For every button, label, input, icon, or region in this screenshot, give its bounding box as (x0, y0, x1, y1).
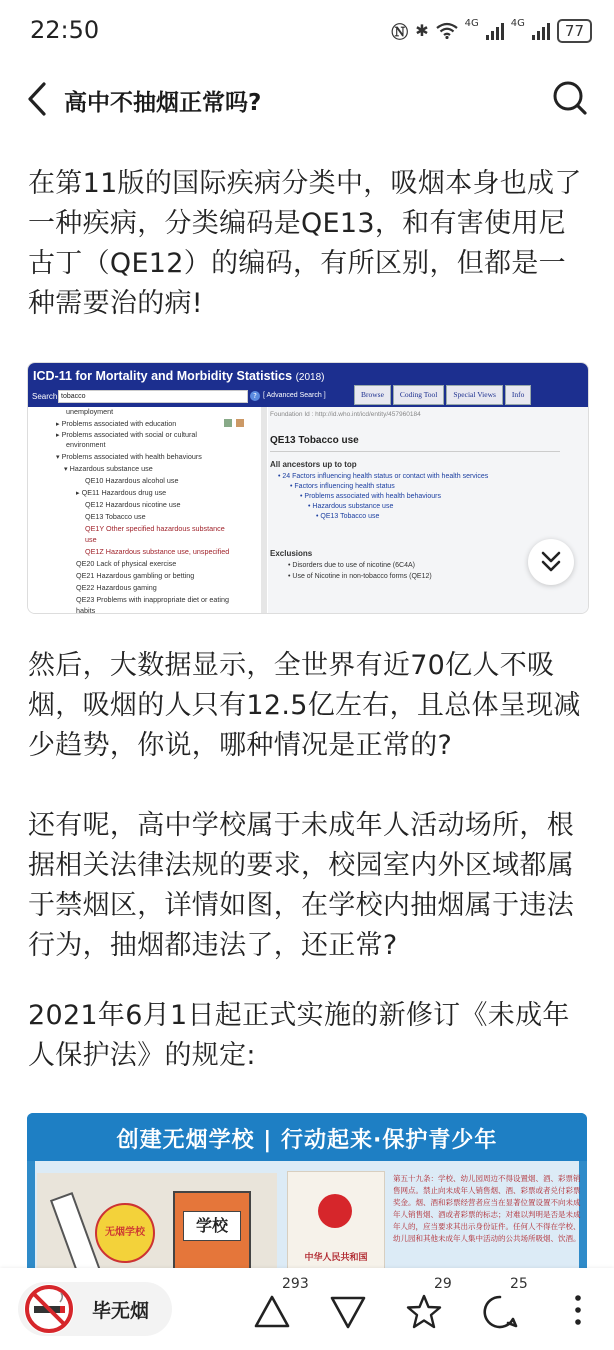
ancestors-heading: All ancestors up to top (270, 460, 357, 469)
tree-item: ▾ Hazardous substance use (64, 464, 153, 473)
icd-tab: Special Views (446, 385, 503, 405)
nfc-icon: Ⓝ (391, 23, 409, 43)
tree-item: environment (66, 440, 106, 449)
tree-item: QE20 Lack of physical exercise (76, 559, 177, 568)
tree-item: QE22 Hazardous gaming (76, 583, 157, 592)
tree-item: QE1Y Other specified hazardous substance (85, 524, 225, 533)
article-paragraph-1: 在第11版的国际疾病分类中，吸烟本身也成了一种疾病，分类编码是QE13，和有害使用尼古丁（QE12）的编码，有所区别，但都是一种需要治的病! (28, 168, 582, 319)
icd-tab: Browse (354, 385, 391, 405)
page-title: 高中不抽烟正常吗? (64, 90, 262, 116)
book-title: 中华人民共和国 (304, 1253, 368, 1263)
comment-bubble-icon (480, 1292, 520, 1332)
more-options-icon[interactable] (572, 1290, 584, 1330)
tree-item: ▸ Problems associated with social or cultural (56, 430, 198, 439)
ancestor-item: • Problems associated with health behaviours (300, 493, 441, 500)
network-label-2: 4G (510, 18, 525, 29)
no-smoking-badge: 无烟学校 (95, 1203, 155, 1263)
clock: 22:50 (30, 16, 100, 44)
tree-item: ▸ Problems associated with education (56, 419, 177, 428)
icd-header-bar (28, 363, 588, 407)
exclusions-heading: Exclusions (270, 549, 313, 558)
tree-item: habits (76, 606, 96, 614)
entity-title: QE13 Tobacco use (270, 435, 359, 446)
tree-item: QE12 Hazardous nicotine use (85, 500, 181, 509)
signal-icon (486, 22, 504, 40)
tree-item: QE23 Problems with inappropriate diet or eating (76, 595, 230, 604)
tree-item: QE10 Hazardous alcohol use (85, 476, 179, 485)
status-icons (391, 18, 592, 43)
exclusion-item: • Use of Nicotine in non-tobacco forms (QE12) (288, 573, 432, 580)
back-button[interactable] (20, 78, 56, 120)
downvote-button[interactable] (328, 1284, 384, 1334)
comment-count: 25 (510, 1276, 528, 1292)
icd-scrollbar (261, 407, 267, 613)
comment-button[interactable] (480, 1276, 536, 1334)
bottom-action-bar (0, 1268, 614, 1350)
tree-item: QE13 Tobacco use (85, 512, 146, 521)
ancestor-item: • Hazardous substance use (308, 503, 394, 510)
status-bar (0, 0, 614, 62)
icd-tabs (354, 385, 531, 405)
article-paragraph-4: 2021年6月1日起正式实施的新修订《未成年人保护法》的规定: (28, 1000, 570, 1071)
ancestor-item: • QE13 Tobacco use (316, 513, 380, 520)
tree-item: ▸ QE11 Hazardous drug use (76, 488, 167, 497)
exclusion-item: • Disorders due to use of nicotine (6C4A) (288, 562, 415, 569)
tree-action-icons (224, 418, 246, 428)
triangle-up-icon (252, 1292, 292, 1332)
triangle-down-icon (328, 1292, 368, 1332)
signal-icon-2 (532, 22, 550, 40)
help-icon: ? (250, 391, 260, 401)
author-chip[interactable] (18, 1282, 172, 1336)
tree-item: use (85, 535, 97, 544)
page-header (0, 66, 614, 132)
ancestor-item: • Factors influencing health status (290, 483, 395, 490)
divider (270, 451, 560, 452)
no-smoking-poster-image[interactable] (27, 1113, 587, 1293)
article-paragraph-2: 然后，大数据显示，全世界有近70亿人不吸烟，吸烟的人只有12.5亿左右，且总体呈现减少趋势，你说，哪种情况是正常的? (28, 650, 581, 761)
icd-tree (28, 407, 260, 613)
icd-title: ICD-11 for Mortality and Morbidity Statistics (2018) (33, 369, 325, 383)
no-smoking-avatar-icon (24, 1284, 74, 1334)
wifi-icon (436, 22, 458, 39)
icd-advanced-search: [ Advanced Search ] (263, 392, 326, 399)
tree-item: QE21 Hazardous gambling or betting (76, 571, 195, 580)
tree-item: QE1Z Hazardous substance use, unspecified (85, 547, 230, 556)
icd-screenshot-image[interactable] (27, 362, 589, 614)
poster-banner (27, 1113, 587, 1161)
foundation-id: Foundation Id : http://id.who.int/icd/entity/457960184 (270, 411, 421, 418)
search-button[interactable] (550, 78, 590, 118)
favorite-button[interactable] (404, 1276, 460, 1334)
icd-search-field: tobacco (58, 390, 248, 403)
icd-tab: Info (505, 385, 532, 405)
upvote-count: 293 (282, 1276, 309, 1292)
article-paragraph-3: 还有呢，高中学校属于未成年人活动场所，根据相关法律法规的要求，校园室内外区域都属于禁烟区，详情如图，在学校内抽烟属于违法行为，抽烟都违法了，还正常? (28, 810, 574, 961)
upvote-button[interactable] (252, 1276, 309, 1334)
icd-search-label: Search (32, 392, 58, 401)
tree-item: ▾ Problems associated with health behaviours (56, 452, 202, 461)
bluetooth-icon: ✱ (415, 21, 429, 40)
author-name: 毕无烟 (92, 1300, 150, 1322)
tree-item: unemployment (66, 407, 114, 416)
poster-law-text: 第五十九条：学校、幼儿园周边不得设置烟、酒、彩票销售网点。禁止向未成年人销售烟、酒、彩票或者兑付彩票奖金。烟、酒和彩票经营者应当在显著位置设置不向未成年人销售烟、酒或者彩票的标志；对难以判明是否是未成年人的，应当要求其出示身份证件。任何人不得在学校、幼儿园和其他未成年人集中活动的公共场所吸烟、饮酒。 (393, 1174, 581, 1243)
national-emblem-icon (318, 1194, 352, 1228)
icd-tab: Coding Tool (393, 385, 444, 405)
ancestor-item: • 24 Factors influencing health status or contact with health services (278, 473, 489, 480)
star-icon (404, 1292, 444, 1332)
expand-chevron-button[interactable] (528, 539, 574, 585)
network-label-1: 4G (464, 18, 479, 29)
poster-title: 创建无烟学校 | 行动起来·保护青少年 (116, 1128, 498, 1153)
battery-icon: 77 (557, 19, 592, 43)
school-sign: 学校 (173, 1191, 251, 1293)
favorite-count: 29 (434, 1276, 452, 1292)
